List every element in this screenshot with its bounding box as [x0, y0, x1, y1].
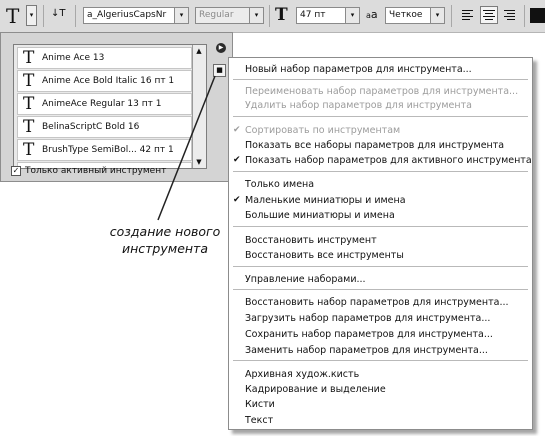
menu-item-delete: Удалить набор параметров для инструмента: [245, 100, 472, 111]
annotation-caption: [100, 223, 230, 257]
text-orientation-icon[interactable]: ↓T: [51, 8, 66, 19]
menu-item-library-art-brush[interactable]: Архивная худож.кисть: [245, 369, 360, 380]
chevron-down-icon[interactable]: ▾: [249, 8, 263, 23]
chevron-down-icon[interactable]: ▾: [430, 8, 444, 23]
font-size-value: 47 пт: [300, 10, 326, 20]
menu-item-library-text[interactable]: Текст: [245, 415, 274, 426]
text-tool-icon: T: [23, 94, 35, 114]
menu-item-reset-tool[interactable]: Восстановить инструмент: [245, 235, 377, 246]
scroll-down-icon[interactable]: ▼: [196, 158, 202, 166]
scroll-up-icon[interactable]: ▲: [196, 47, 202, 55]
only-active-label: Только активный инструмент: [25, 166, 167, 176]
text-tool-icon: T: [23, 71, 35, 91]
menu-item-large-thumbs[interactable]: Большие миниатюры и имена: [245, 210, 395, 221]
menu-item-rename: Переименовать набор параметров для инструмента...: [245, 86, 519, 97]
font-family-value: a_AlgeriusCapsNr: [87, 10, 167, 20]
antialias-value: Четкое: [389, 10, 423, 20]
text-tool-icon: T: [23, 140, 35, 160]
text-tool-icon: T: [23, 117, 35, 137]
menu-item-reset-all-tools[interactable]: Восстановить все инструменты: [245, 250, 404, 261]
menu-item-library-crop-select[interactable]: Кадрирование и выделение: [245, 384, 386, 395]
menu-item-names-only[interactable]: Только имена: [245, 179, 315, 190]
preset-label: AnimeAce Regular 13 пт 1: [42, 99, 162, 109]
preset-label: Anime Ace 13: [42, 53, 105, 63]
menu-item-show-active[interactable]: ✔ Показать набор параметров для активного инструмента: [233, 155, 532, 166]
menu-item-sort: ✔ Сортировать по инструментам: [233, 125, 401, 136]
menu-item-show-all[interactable]: Показать все наборы параметров для инструмента: [245, 140, 505, 151]
text-tool-icon[interactable]: T: [6, 4, 20, 28]
new-preset-icon: ■: [216, 66, 223, 74]
menu-item-replace-presets[interactable]: Заменить набор параметров для инструмента...: [245, 345, 488, 356]
preset-label: Anime Ace Bold Italic 16 пт 1: [42, 76, 175, 86]
menu-item-small-thumbs[interactable]: ✔ Маленькие миниатюры и имена: [233, 195, 406, 206]
preset-label: BrushType SemiBol... 42 пт 1: [42, 145, 174, 155]
preset-label: BelinaScriptC Bold 16: [42, 122, 140, 132]
menu-item-new-preset[interactable]: Новый набор параметров для инструмента...: [245, 64, 472, 75]
chevron-down-icon: ▾: [29, 11, 34, 19]
menu-item-load-presets[interactable]: Загрузить набор параметров для инструмента...: [245, 313, 491, 324]
font-size-icon: T: [275, 5, 288, 25]
menu-item-preset-manager[interactable]: Управление наборами...: [245, 274, 366, 285]
menu-item-save-presets[interactable]: Сохранить набор параметров для инструмента...: [245, 329, 493, 340]
menu-item-library-brushes[interactable]: Кисти: [245, 399, 275, 410]
checkmark-icon: ✔: [233, 155, 241, 165]
chevron-down-icon[interactable]: ▾: [174, 8, 188, 23]
checkmark-icon: ✔: [233, 125, 241, 135]
antialias-icon: aa: [366, 8, 378, 21]
annotation-line-1: создание нового: [109, 224, 221, 239]
font-style-value: Regular: [199, 10, 234, 20]
annotation-line-2: инструмента: [121, 241, 209, 256]
only-active-checkbox[interactable]: ✓: [12, 166, 20, 175]
panel-menu-arrow-icon[interactable]: ▶: [216, 43, 226, 53]
text-tool-icon: T: [23, 48, 35, 68]
menu-item-reset-presets[interactable]: Восстановить набор параметров для инструмента...: [245, 297, 509, 308]
checkmark-icon: ✔: [233, 195, 241, 205]
chevron-down-icon[interactable]: ▾: [345, 8, 359, 23]
